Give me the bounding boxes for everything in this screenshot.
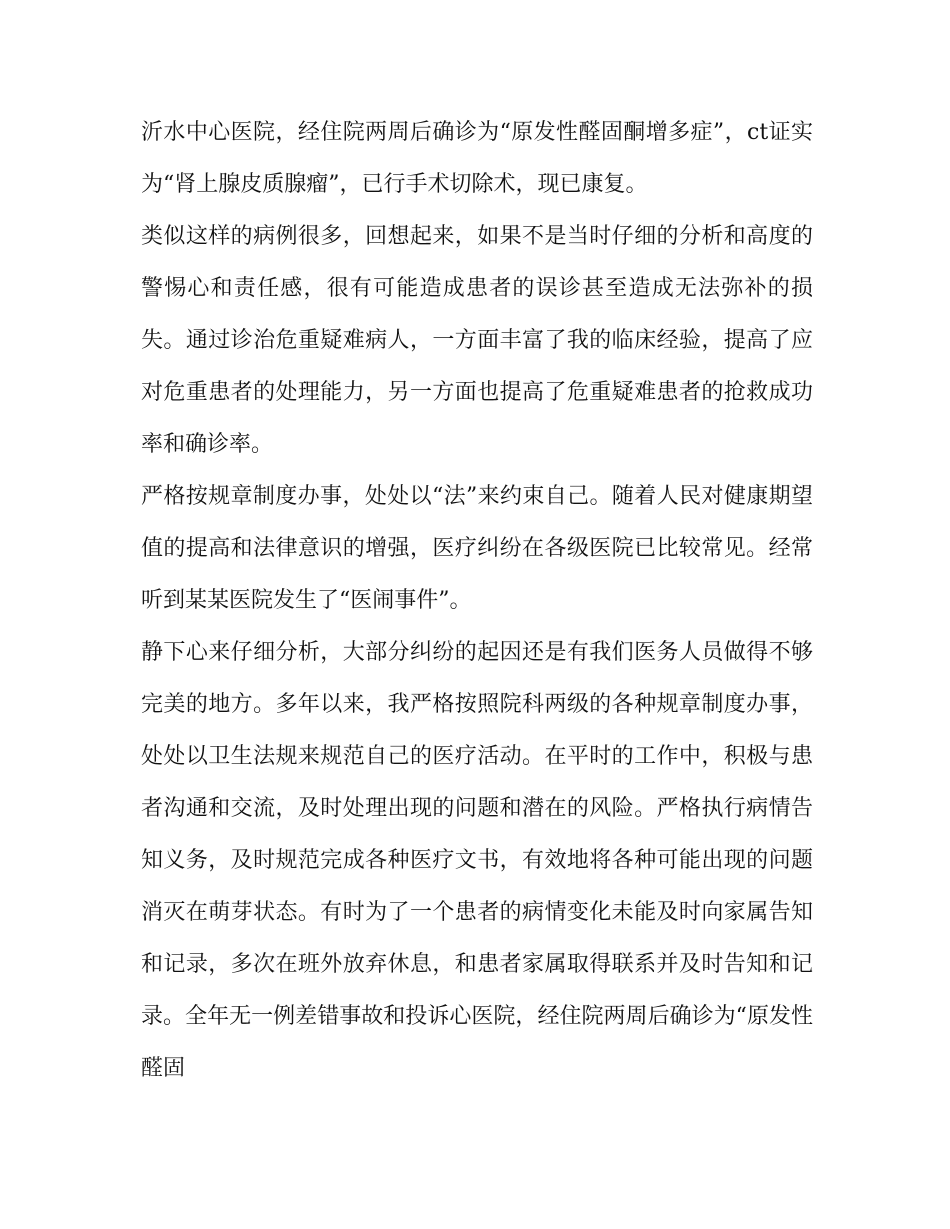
paragraph-case-reflection: 类似这样的病例很多，回想起来，如果不是当时仔细的分析和高度的警惕心和责任感，很有可能造成患者的误诊甚至造成无法弥补的损失。通过诊治危重疑难病人，一方面丰富了我的临床经验，提高了应对危重患者的处理能力，另一方面也提高了危重疑难患者的抢救成功率和确诊率。 xyxy=(141,224,813,457)
paragraph-regulations: 严格按规章制度办事，处处以“法”来约束自己。随着人民对健康期望值的提高和法律意识的增强，医疗纠纷在各级医院已比较常见。经常听到某某医院发生了“医闹事件”。 xyxy=(141,484,813,613)
paragraph-dispute-analysis: 静下心来仔细分析，大部分纠纷的起因还是有我们医务人员做得不够完美的地方。多年以来，我严格按照院科两级的各种规章制度办事，处处以卫生法规来规范自己的医疗活动。在平时的工作中，积极与患者沟通和交流，及时处理出现的问题和潜在的风险。严格执行病情告知义务，及时规范完成各种医疗文书，有效地将各种可能出现的问题消灭在萌芽状态。有时为了一个患者的病情变化未能及时向家属告知和记录，多次在班外放弃休息，和患者家属取得联系并及时告知和记录。全年无一例差错事故和投诉心医院，经住院两周后确诊为“原发性醛固 xyxy=(141,640,813,1081)
document-body xyxy=(141,107,813,1095)
paragraph-diagnosis: 沂水中心医院，经住院两周后确诊为“原发性醛固酮增多症”，ct证实为“肾上腺皮质腺瘤”，已行手术切除术，现已康复。 xyxy=(141,120,813,197)
